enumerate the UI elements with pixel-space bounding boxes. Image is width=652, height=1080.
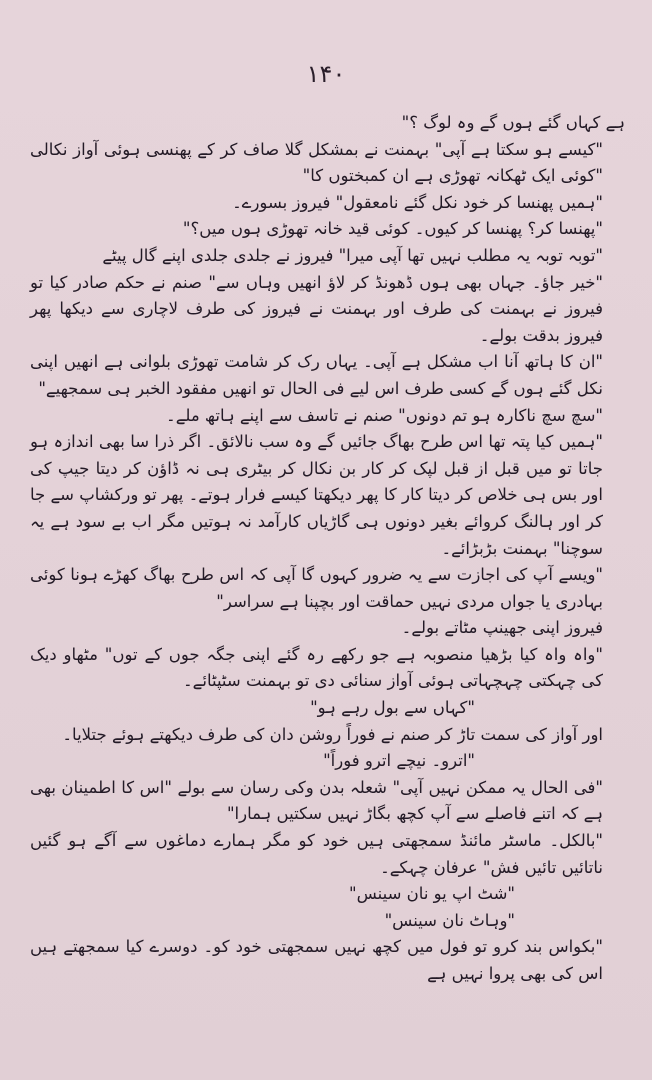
paragraph: "بکواس بند کرو تو فول میں کچھ نہیں سمجھتی خود کو۔ دوسرے کیا سمجھتے ہیں اس کی بھی پروا نہیں ہے: [30, 937, 603, 983]
paragraph: اور آواز کی سمت تاڑ کر صنم نے فوراً روشن دان کی طرف دیکھتے ہوئے جتلایا۔: [62, 724, 603, 744]
paragraph: "کیسے ہو سکتا ہے آپی" بہمنت نے بمشکل گلا صاف کر کے پھنسی ہوئی آواز نکالی "کوئی ایک ٹھکانہ تھوڑی ہے ان کمبختوں کا": [30, 139, 603, 186]
paragraph: ہے کہاں گئے ہوں گے وہ لوگ ؟": [401, 113, 625, 132]
paragraph: "ہمیں کیا پتہ تھا اس طرح بھاگ جائیں گے وہ سب نالائق۔ اگر ذرا سا بھی اندازہ ہو جاتا تو میں قبل از قبل لپک کر کار بن نکال کر بیٹری ہی نہ ڈاؤن کر دیتا جیپ کی اور بس ہی خلاص کر دیتا کار کا پھر دیکھتا کیسے فرار ہوتے۔ پھر تو ورکشاپ سے جا کر اور ہالنگ کروائے بغیر دونوں ہی گاڑیاں کارآمد نہ ہوتیں مگر اب بے سود ہے یہ سوچنا" بہمنت بڑبڑائے۔: [30, 432, 603, 558]
paragraph: "پھنسا کر؟ پھنسا کر کیوں۔ کوئی قید خانہ تھوڑی ہوں میں؟": [182, 219, 603, 239]
paragraph: "توبہ توبہ یہ مطلب نہیں تھا آپی میرا" فیروز نے جلدی جلدی اپنے گال پیٹے: [102, 245, 603, 265]
paragraph: "سچ سچ ناکارہ ہو تم دونوں" صنم نے تاسف سے اپنے ہاتھ ملے۔: [166, 405, 603, 425]
paragraph: "واہ واہ کیا بڑھیا منصوبہ ہے جو رکھے رہ گئے اپنی جگہ جوں کے توں" مٹھاو دیک کی چہکتی چہچہاتی ہوئی آواز سنائی دی تو بہمنت سٹپٹائے۔: [30, 644, 603, 691]
paragraph: "ویسے آپ کی اجازت سے یہ ضرور کہوں گا آپی کہ اس طرح بھاگ کھڑے ہونا کوئی بہادری یا جواں مردی نہیں حماقت اور بچپنا ہے سراسر": [30, 565, 603, 611]
paragraph: "شٹ اپ یو نان سینس": [349, 884, 515, 904]
page-number: ۱۴۰: [306, 60, 346, 88]
page-text: [30, 110, 625, 988]
paragraph: "ہمیں پھنسا کر خود نکل گئے نامعقول" فیروز بسورے۔: [232, 192, 603, 212]
paragraph: "فی الحال یہ ممکن نہیں آپی" شعلہ بدن وکی رسان سے بولے "اس کا اطمینان بھی ہے کہ اتنے فاصلے سے آپ کچھ بگاڑ نہیں سکتیں ہمارا": [30, 777, 603, 824]
paragraph: "ان کا ہاتھ آنا اب مشکل ہے آپی۔ یہاں رک کر شامت تھوڑی بلوانی ہے انھیں اپنی نکل گئے ہوں گے کسی طرف اس لیے فی الحال تو انھیں مفقود الخبر ہی سمجھیے": [30, 352, 603, 398]
paragraph: "بالکل۔ ماسٹر مائنڈ سمجھتی ہیں خود کو مگر ہمارے دماغوں سے آگے ہو گئیں ناتائیں تائیں فش" عرفان چہکے۔: [30, 831, 603, 877]
paragraph: "خیر جاؤ۔ جہاں بھی ہوں ڈھونڈ کر لاؤ انھیں وہاں سے" صنم نے حکم صادر کیا تو فیروز نے بہمنت کی طرف اور بہمنت نے فیروز کی طرف لاچاری سے دیکھا پھر فیروز بدقت بولے۔: [30, 272, 603, 345]
paragraph: "کہاں سے بول رہے ہو": [310, 698, 475, 718]
paragraph: "وہاٹ نان سینس": [384, 910, 515, 930]
paragraph: فیروز اپنی جھینپ مٹاتے بولے۔: [401, 618, 603, 638]
paragraph: "اترو۔ نیچے اترو فوراً": [323, 751, 475, 771]
